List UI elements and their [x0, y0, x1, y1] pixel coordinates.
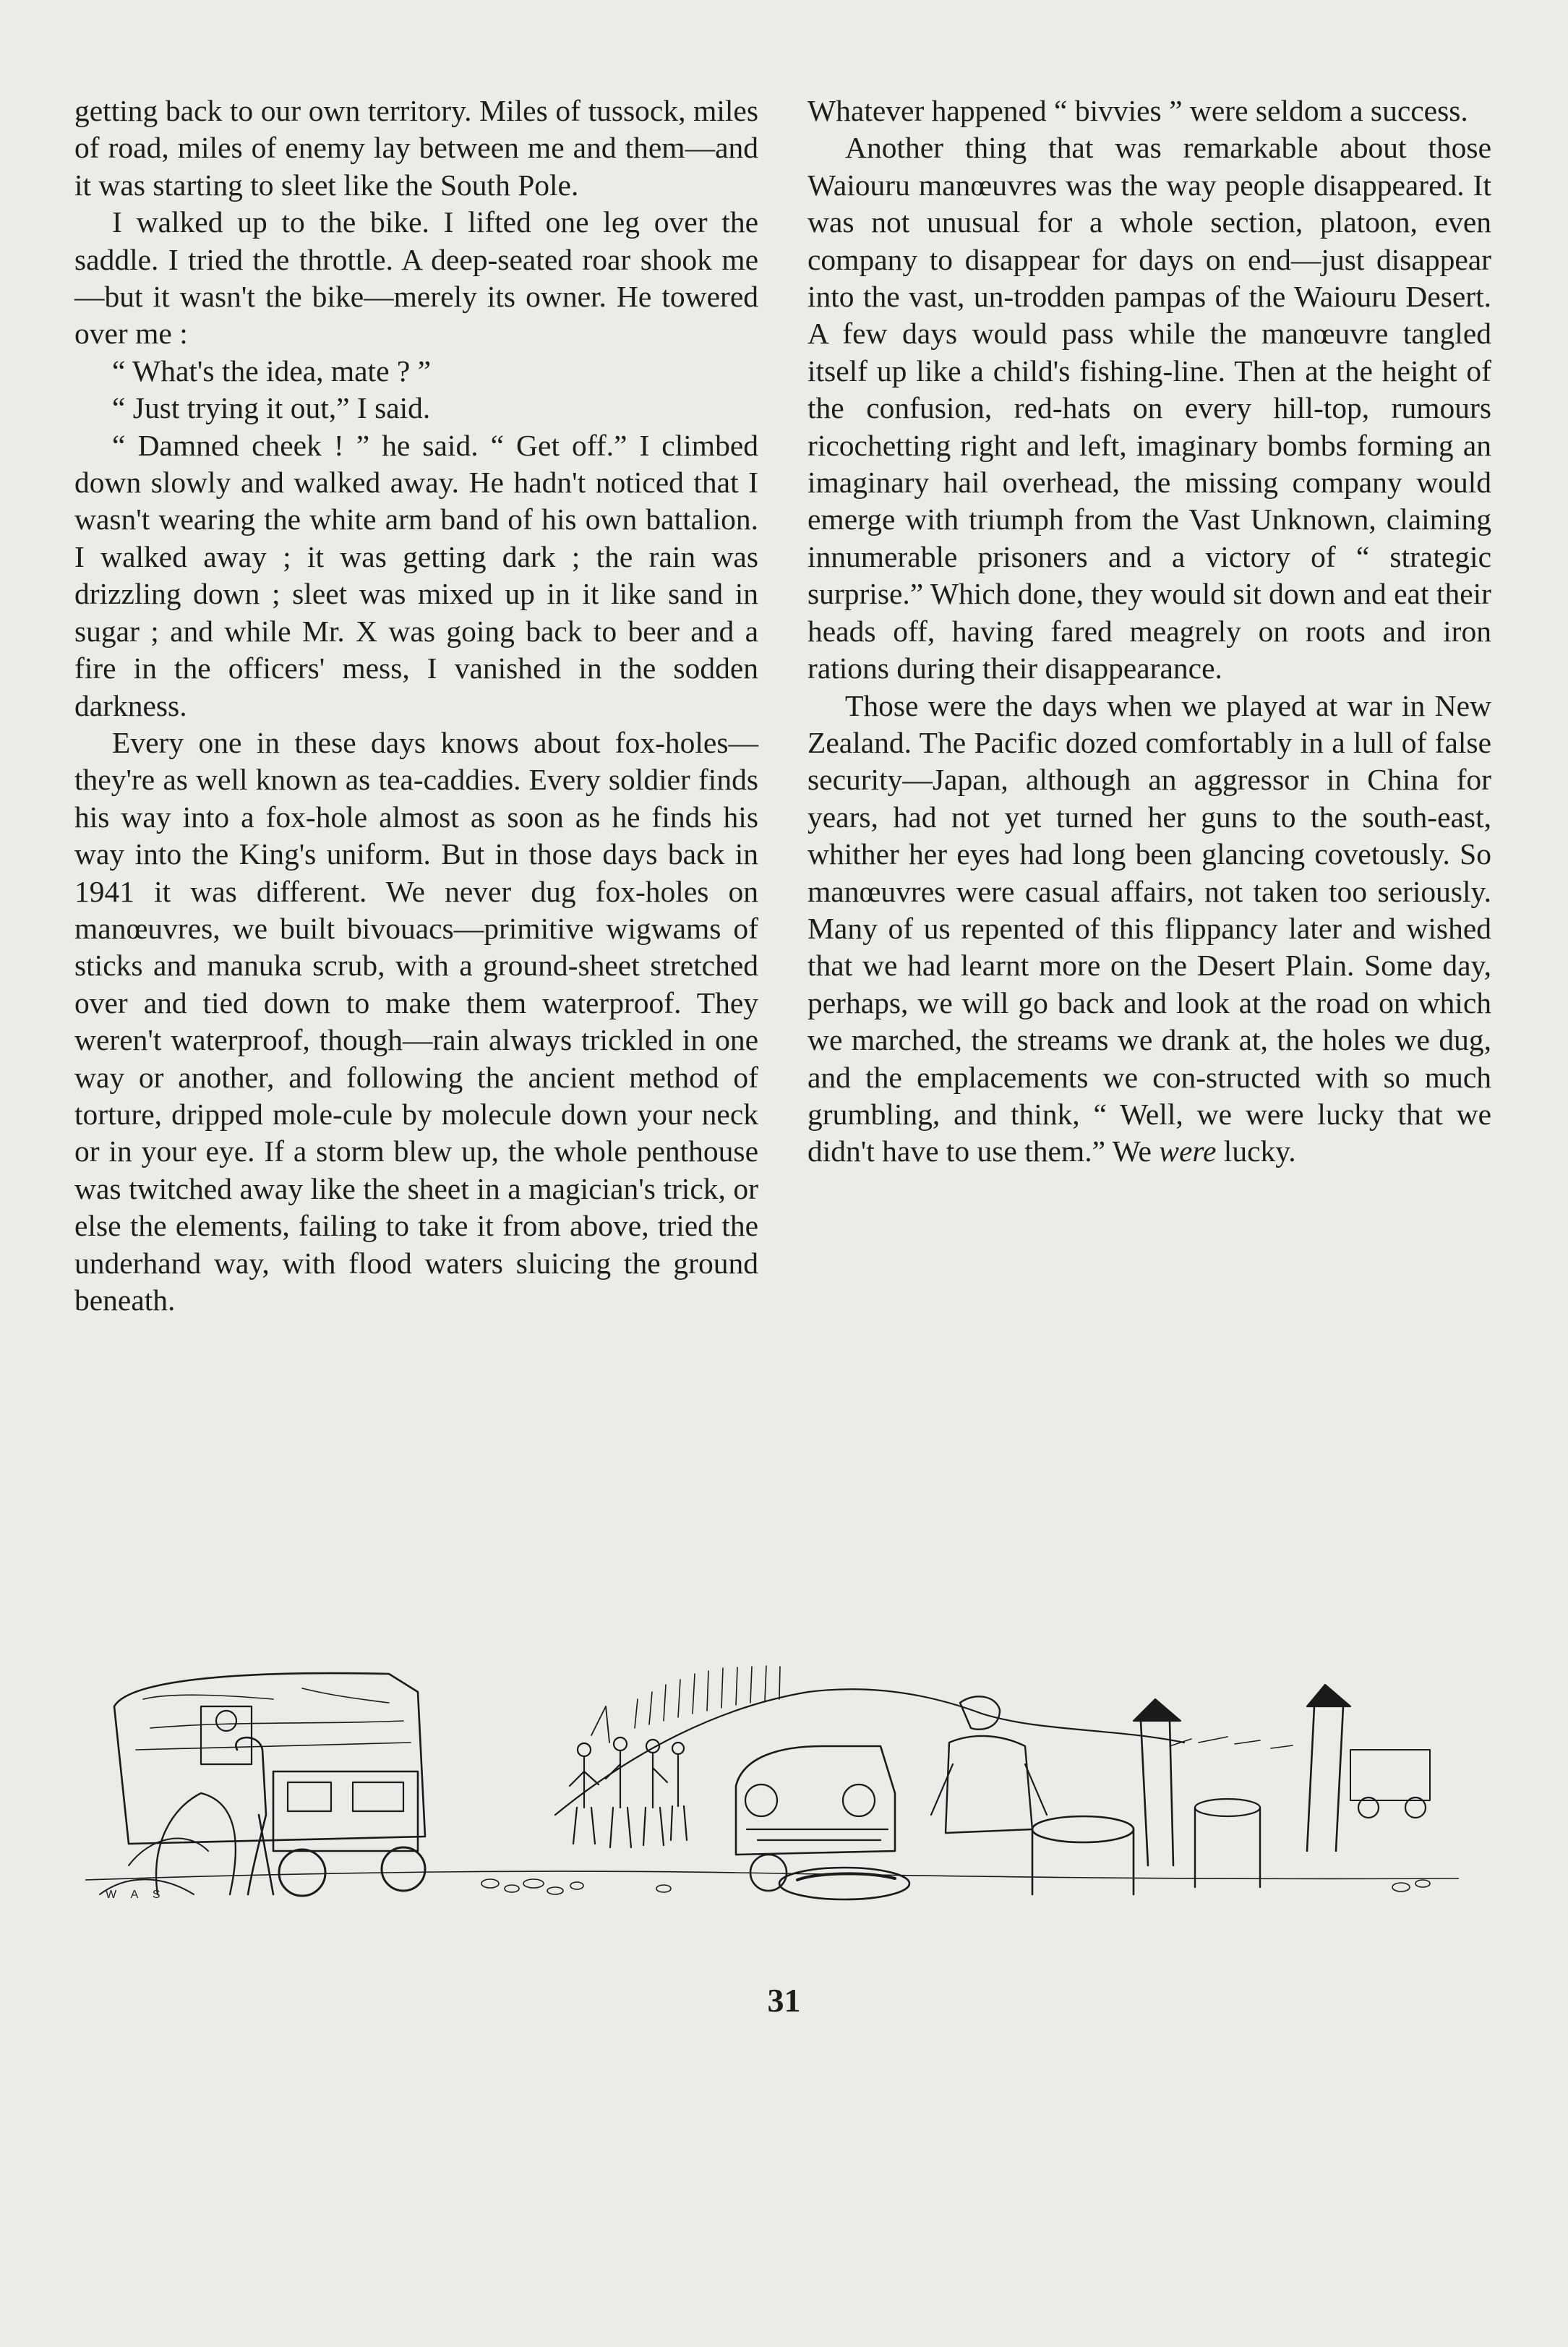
ground-pebbles	[481, 1879, 1430, 1894]
page-number: 31	[767, 1982, 801, 2019]
paragraph: Another thing that was remarkable about those Waiouru manœuvres was the way people disappeared. It was not unusual for a whole section, platoon, even company to disappear for days on end—just disappear into the vast, un-trodden pampas of the Waiouru Desert. A few days would pass while the manœuvre tangled itself up like a child's fishing-line. Then at the height of the confusion, red-hats on every hill-top, rumours ricochetting right and left, imaginary bombs forming an imaginary hail overhead, the missing company would emerge with triumph from the Vast Unknown, claiming innumerable prisoners and a victory of “ strategic surprise.” Which done, they would sit down and eat their heads off, having fared meagrely on roots and iron rations during their disappearance.	[807, 131, 1491, 685]
left-text-column	[74, 93, 758, 1319]
paragraph-text: Those were the days when we played at war in New Zealand. The Pacific dozed comfortably in a lull of false security—Japan, although an aggressor in China for years, had not yet turned her guns to the south-east, whither her eyes had long been glancing covetously. So manœuvres were casual affairs, not taken too seriously. Many of us repented of this flippancy later and wished that we had learnt more on the Desert Plain. Some day, perhaps, we will go back and look at the road on which we marched, the streams we drank at, the holes we dug, and the emplacements we con-structed with so much grumbling, and think, “ Well, we were lucky that we didn't have to use them.” We	[807, 688, 1491, 1168]
paragraph: getting back to our own territory. Miles of tussock, miles of road, miles of enemy lay between me and them—and it was starting to sleet like the South Pole.	[74, 94, 758, 202]
paragraph	[807, 688, 1491, 1171]
paragraph: Whatever happened “ bivvies ” were seldom a success.	[807, 94, 1468, 127]
covered-truck-left	[114, 1673, 425, 1896]
paragraph: “ What's the idea, mate ? ”	[112, 354, 432, 388]
ink-illustration-army-camp	[85, 1663, 1459, 1902]
paragraph: Every one in these days knows about fox-holes—they're as well known as tea-caddies. Every soldier finds his way into a fox-hole almost as soon as he finds his way into the King's uniform. But in those days back in 1941 it was different. We never dug fox-holes on manœuvres, we built bivouacs—primitive wigwams of sticks and manuka scrub, with a ground-sheet stretched over and tied down to make them waterproof. They weren't waterproof, though—rain always trickled in one way or another, and following the ancient method of torture, dripped mole-cule by molecule down your neck or in your eye. If a storm blew up, the whole penthouse was twitched away like the sheet in a magician's trick, or else the elements, failing to take it from above, tried the underhand way, with flood waters sluicing the ground beneath.	[74, 725, 758, 1317]
emphasized-word: were	[1159, 1134, 1217, 1168]
hill-shading	[635, 1666, 780, 1728]
standing-soldier-center	[931, 1696, 1047, 1833]
distant-truck-right	[1350, 1750, 1430, 1818]
paragraph: I walked up to the bike. I lifted one leg over the saddle. I tried the throttle. A deep-seated roar shook me—but it wasn't the bike—merely its owner. He towered over me :	[74, 205, 758, 351]
distant-soldiers	[570, 1706, 687, 1847]
right-text-column	[807, 93, 1491, 1171]
paragraph: “ Damned cheek ! ” he said. “ Get off.” I climbed down slowly and walked away. He hadn't noticed that I wasn't wearing the white arm band of his own battalion. I walked away ; it was getting dark ; the rain was drizzling down ; sleet was mixed up in it like sand in sugar ; and while Mr. X was going back to beer and a fire in the officers' mess, I vanished in the sodden darkness.	[74, 428, 758, 722]
artist-signature: W A S	[106, 1889, 166, 1901]
hill-shading-right	[1170, 1737, 1293, 1748]
ground-line	[85, 1871, 1459, 1880]
drum-cookers	[779, 1685, 1350, 1899]
paragraph-text-end: lucky.	[1216, 1134, 1296, 1168]
paragraph: “ Just trying it out,” I said.	[112, 391, 431, 425]
